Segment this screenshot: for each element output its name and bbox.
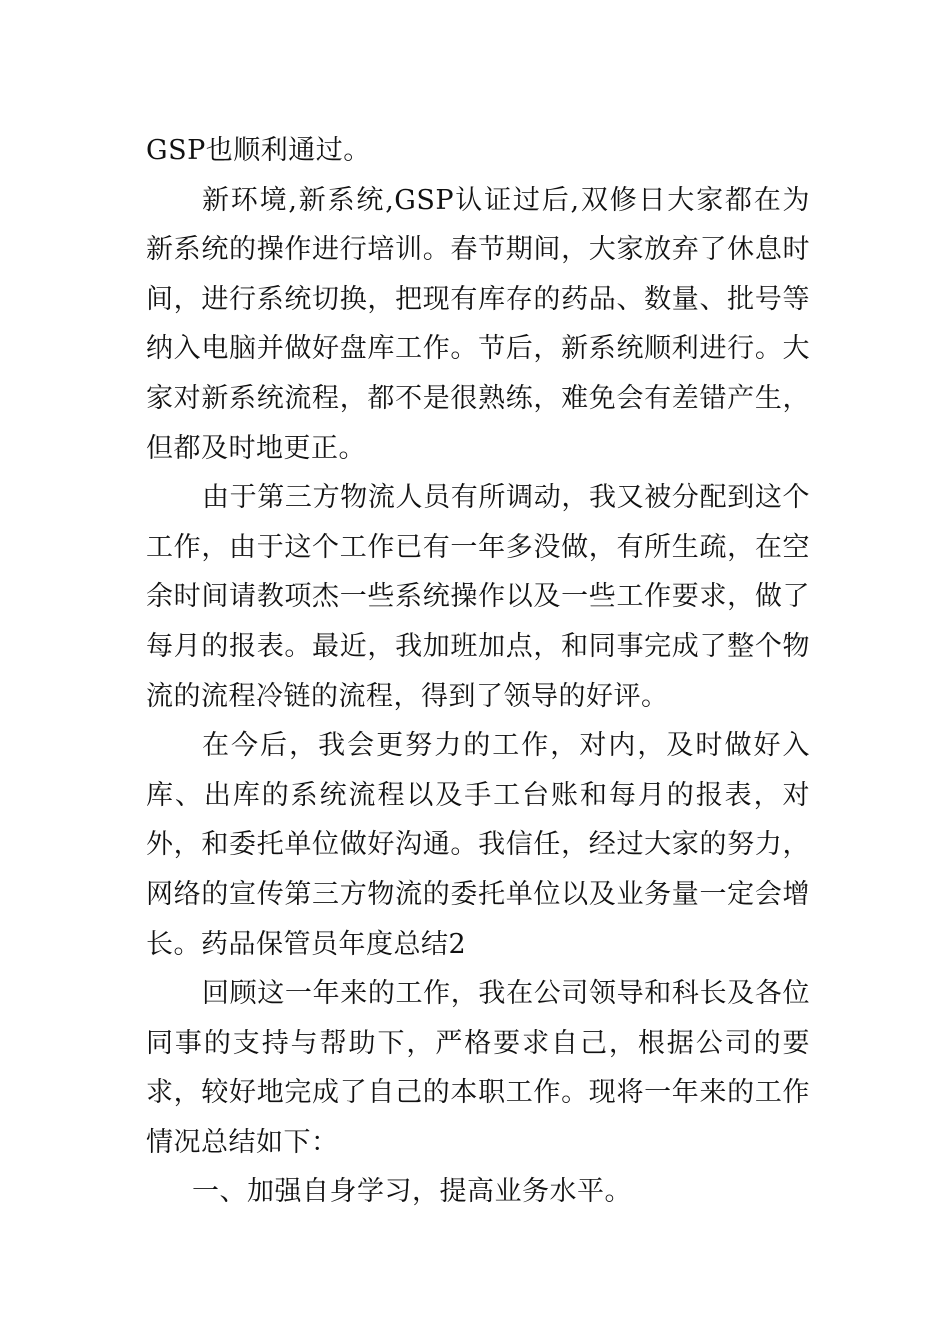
paragraph-future-work: 在今后，我会更努力的工作，对内，及时做好入库、出库的系统流程以及手工台账和每月的报表，对外，和委托单位做好沟通。我信任，经过大家的努力，网络的宣传第三方物流的委托单位以及业务量一定会增长。药品保管员年度总结2 [146,730,810,960]
document-body [146,126,810,1217]
paragraph-year-review: 回顾这一年来的工作，我在公司领导和科长及各位同事的支持与帮助下，严格要求自己，根据公司的要求，较好地完成了自己的本职工作。现将一年来的工作情况总结如下： [146,978,810,1158]
section-heading-self-study: 一、加强自身学习，提高业务水平。 [192,1176,632,1208]
paragraph-third-party-logistics: 由于第三方物流人员有所调动，我又被分配到这个工作，由于这个工作已有一年多没做，有所生疏，在空余时间请教项杰一些系统操作以及一些工作要求，做了每月的报表。最近，我加班加点，和同事完成了整个物流的流程冷链的流程，得到了领导的好评。 [146,482,810,712]
paragraph-gsp-passed: GSP也顺利通过。 [146,135,371,166]
paragraph-new-system: 新环境,新系统,GSP认证过后,双修日大家都在为新系统的操作进行培训。春节期间，大家放弃了休息时间，进行系统切换，把现有库存的药品、数量、批号等纳入电脑并做好盘库工作。节后，新系统顺利进行。大家对新系统流程，都不是很熟练，难免会有差错产生，但都及时地更正。 [146,184,810,464]
